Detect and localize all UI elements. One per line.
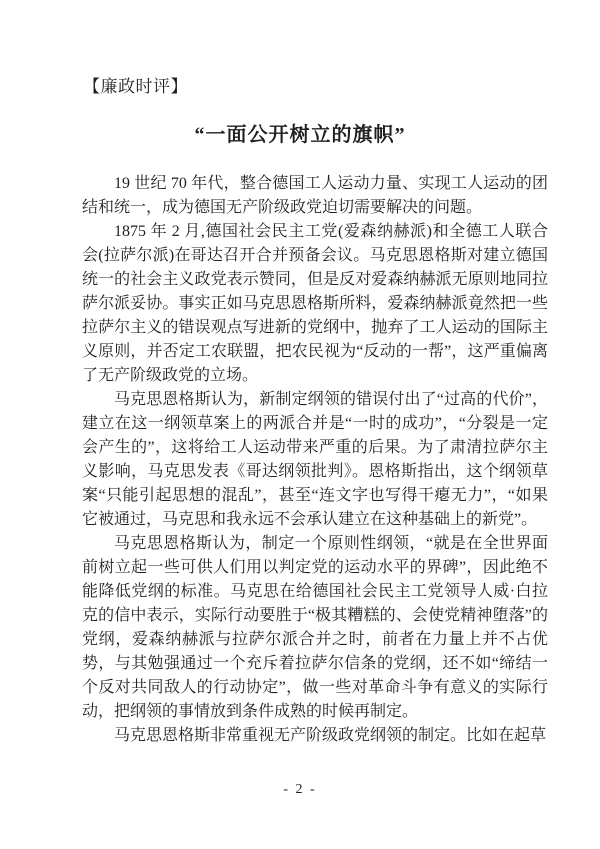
paragraph-2: 1875 年 2 月,德国社会民主工党(爱森纳赫派)和全德工人联合会(拉萨尔派)在哥达召开合并预备会议。马克思恩格斯对建立德国统一的社会主义政党表示赞同，但是反对爱森纳赫派无原则地同拉萨尔派妥协。事实正如马克思恩格斯所料，爱森纳赫派竟然把一些拉萨尔主义的错误观点写进新的党纲中，抛弃了工人运动的国际主义原则，并否定工农联盟，把农民视为“反动的一帮”，这严重偏离了无产阶级政党的立场。 (82, 223, 548, 384)
paragraph-3: 马克思恩格斯认为，新制定纲领的错误付出了“过高的代价”，建立在这一纲领草案上的两派合并是“一时的成功”，“分裂是一定会产生的”，这将给工人运动带来严重的后果。为了肃清拉萨尔主义影响，马克思发表《哥达纲领批判》。恩格斯指出，这个纲领草案“只能引起思想的混乱”，甚至“连文字也写得干瘪无力”，“如果它被通过，马克思和我永远不会承认建立在这种基础上的新党”。 (82, 391, 548, 528)
paragraph-1: 19 世纪 70 年代，整合德国工人运动力量、实现工人运动的团结和统一，成为德国无产阶级政党迫切需要解决的问题。 (82, 175, 548, 216)
paragraph-4: 马克思恩格斯认为，制定一个原则性纲领，“就是在全世界面前树立起一些可供人们用以判定党的运动水平的界碑”，因此绝不能降低党纲的标准。马克思在给德国社会民主工党领导人威·白拉克的信中表示，实际行动要胜于“极其糟糕的、会使党精神堕落”的党纲，爱森纳赫派与拉萨尔派合并之时，前者在力量上并不占优势，与其勉强通过一个充斥着拉萨尔信条的党纲，还不如“缔结一个反对共同敌人的行动协定”，做一些对革命斗争有意义的实际行动，把纲领的事情放到条件成熟的时候再制定。 (82, 535, 548, 720)
paragraph-5: 马克思恩格斯非常重视无产阶级政党纲领的制定。比如在起草 (114, 727, 547, 744)
section-header: 【廉政时评】 (83, 77, 188, 96)
article-title: “一面公开树立的旗帜” (194, 124, 406, 146)
article-body (82, 172, 548, 748)
page-number: - 2 - (283, 782, 317, 797)
